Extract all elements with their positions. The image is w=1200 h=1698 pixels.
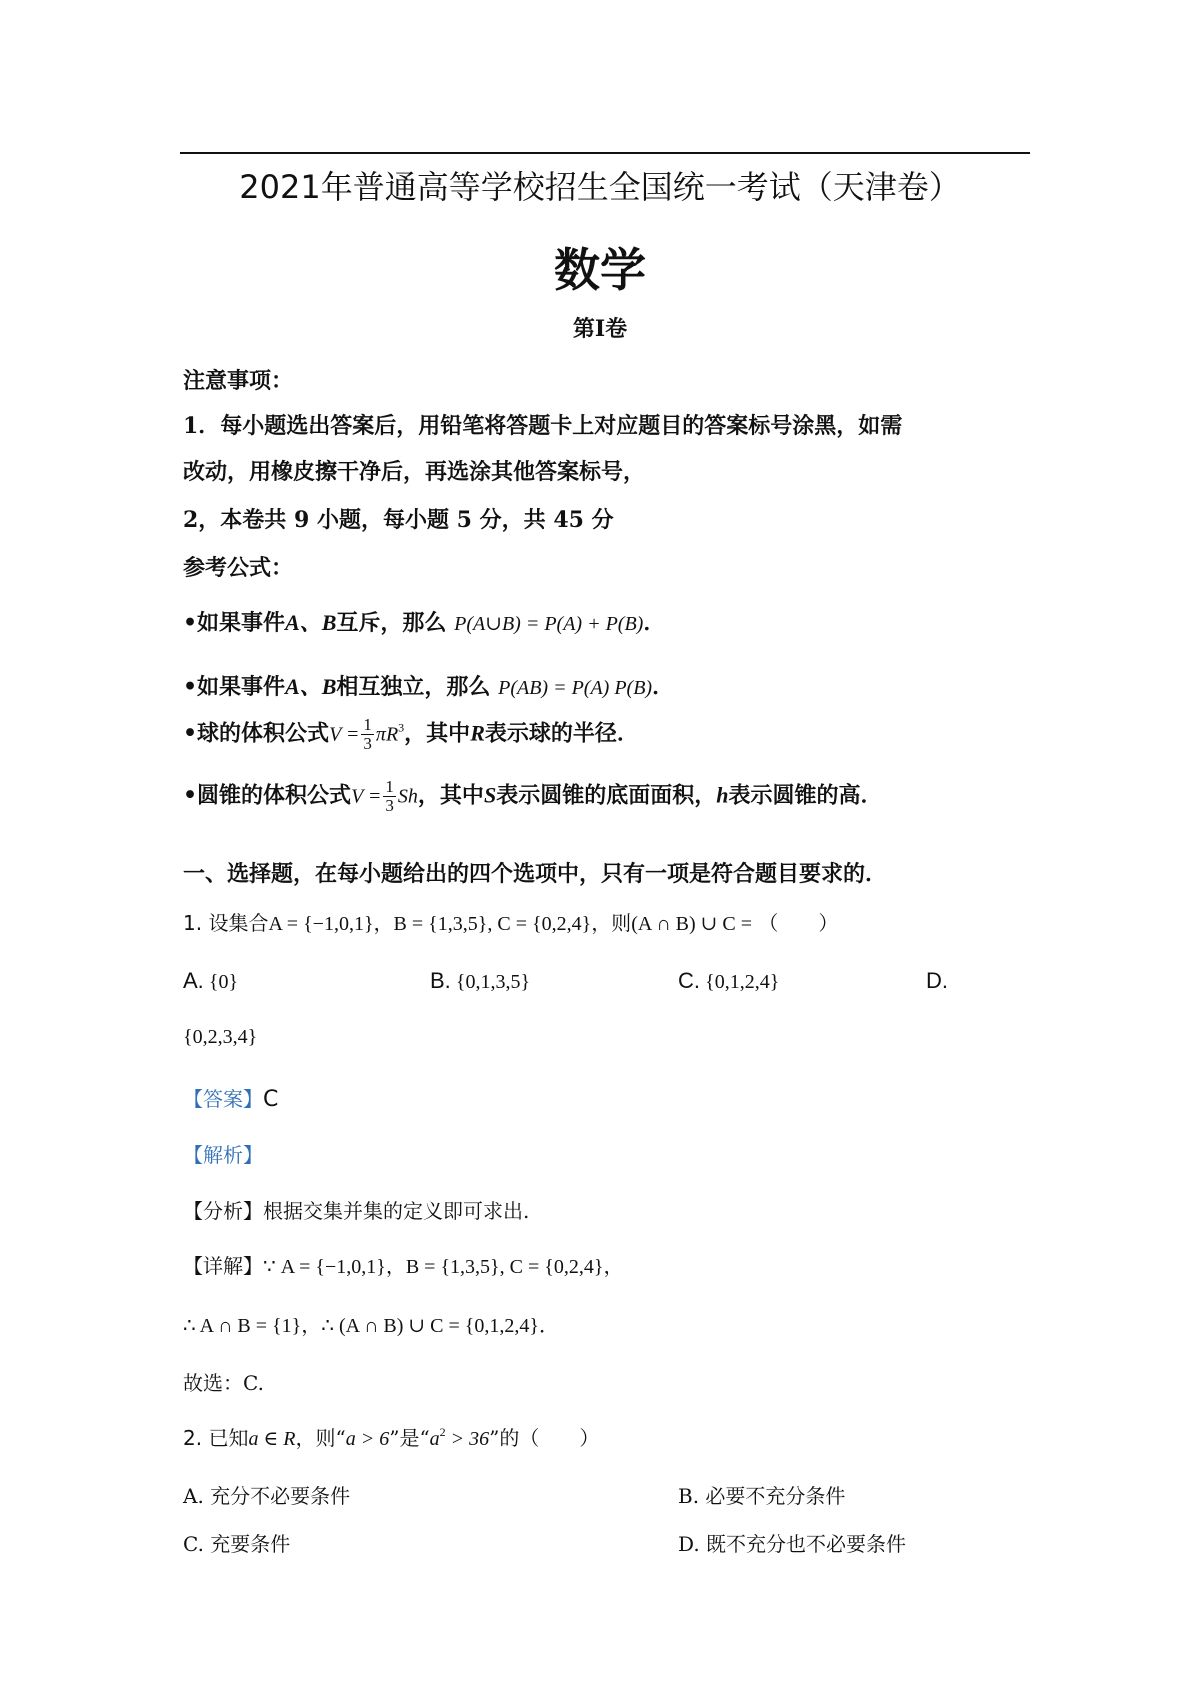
formula-2-math: P(AB) = P(A) P(B) [498, 677, 653, 699]
formula-4-numerator: 1 [385, 777, 394, 796]
question-2-text-c: ”是“ [389, 1426, 430, 1450]
question-1-text: 设集合 [208, 911, 269, 935]
notice-item-2-count: 9 [293, 507, 310, 533]
formula-1-math: P(A∪B) = P(A) + P(B) [454, 613, 644, 635]
exam-title: 2021年普通高等学校招生全国统一考试（天津卷） [239, 168, 961, 206]
formula-4-end: 表示圆锥的高． [728, 782, 883, 809]
formula-2 [183, 670, 674, 701]
question-2-premise-1: a > 6 [345, 1428, 390, 1450]
notice-item-1-line-2: 改动，用橡皮擦干净后，再选涂其他答案标号， [183, 459, 646, 485]
formula-3-exponent: 3 [398, 720, 405, 735]
formula-4-mid: ，其中 [417, 782, 484, 809]
formula-3-numerator: 1 [363, 715, 372, 734]
question-1-number: 1. [183, 911, 203, 935]
question-2-option-c: C. 充要条件 [183, 1532, 291, 1556]
question-2-option-d: D. 既不充分也不必要条件 [678, 1532, 907, 1556]
question-2-number: 2. [183, 1426, 203, 1450]
notice-item-2-text-d: 分 [591, 507, 614, 533]
formula-4-rhs: Sh [397, 785, 418, 808]
question-2-premise-2-exponent: 2 [439, 1425, 446, 1439]
formula-2-end: ． [652, 674, 675, 700]
formula-4-var-s: S [483, 782, 497, 808]
option-c-label: C. [678, 968, 700, 993]
question-1-blank: （ ） [758, 911, 839, 935]
formula-3-rhs: πR [375, 723, 399, 746]
question-1-conclusion: 故选：C. [183, 1371, 264, 1395]
formula-3-text: •球的体积公式 [183, 720, 330, 747]
question-2-option-a: A. 充分不必要条件 [183, 1484, 351, 1508]
formula-4-text: •圆锥的体积公式 [183, 782, 352, 809]
formula-4-mid-2: 表示圆锥的底面面积， [496, 782, 717, 809]
formula-2-vars: A、B [285, 674, 337, 699]
question-1-option-b [430, 968, 530, 994]
formula-2-text: •如果事件 [183, 674, 286, 700]
question-1-stem [183, 907, 838, 936]
option-b-value: {0,1,3,5} [455, 971, 531, 993]
question-2-text-a: 已知 [208, 1426, 249, 1450]
answer-value: C [263, 1087, 279, 1112]
question-1-answer [183, 1083, 278, 1112]
formula-3-denominator: 3 [363, 734, 372, 753]
fenxi-tag: 【分析】 [183, 1199, 263, 1223]
formula-3-lhs: V = [329, 723, 360, 746]
notice-item-1-line-1: 1．每小题选出答案后，用铅笔将答题卡上对应题目的答案标号涂黑，如需 [183, 413, 903, 439]
formula-3 [183, 716, 639, 753]
option-d-label: D. [926, 968, 948, 993]
formula-3-mid: ，其中 [404, 720, 471, 747]
question-1-sets: A = {−1,0,1}，B = {1,3,5}, C = {0,2,4} [268, 913, 592, 935]
formula-3-end: 表示球的半径． [484, 720, 639, 747]
question-1-option-d [926, 968, 948, 994]
section-heading: 一、选择题，在每小题给出的四个选项中，只有一项是符合题目要求的． [183, 861, 888, 887]
question-1-xiangjie [183, 1250, 623, 1279]
formula-1-end: ． [643, 610, 666, 636]
formula-1-vars: A、B [285, 610, 337, 635]
formula-2-mid: 相互独立，那么 [336, 674, 491, 700]
notice-item-2-text-a: 2，本卷共 [183, 507, 287, 533]
question-2-text-d: ”的（ ） [489, 1426, 600, 1450]
question-2-premise-2-base: a [429, 1428, 440, 1450]
formulas-heading: 参考公式： [183, 555, 294, 581]
option-a-label: A. [183, 968, 204, 993]
question-2-text-b: ，则“ [295, 1426, 346, 1450]
question-1-ask: ，则 [591, 911, 632, 935]
question-2-option-b: B. 必要不充分条件 [678, 1484, 846, 1508]
question-1-expression: (A ∩ B) ∪ C = [631, 913, 753, 935]
volume-label: 第Ⅰ卷 [572, 316, 628, 342]
question-1-option-a [183, 968, 238, 994]
question-1-step-2: ∴ A ∩ B = {1}，∴ (A ∩ B) ∪ C = {0,1,2,4}． [183, 1315, 559, 1337]
question-2-condition: a ∈ R [248, 1428, 296, 1450]
option-a-value: {0} [208, 971, 239, 993]
notice-heading: 注意事项： [183, 368, 294, 394]
formula-3-var: R [470, 720, 485, 746]
notice-item-2-text-c: 分，共 [479, 507, 546, 533]
formula-4-denominator: 3 [385, 796, 394, 815]
formula-4-var-h: h [716, 782, 729, 808]
fenxi-text: 根据交集并集的定义即可求出. [263, 1199, 530, 1223]
option-b-label: B. [430, 968, 451, 993]
notice-item-2-points: 5 [456, 507, 472, 533]
formula-1 [183, 606, 665, 637]
top-rule [180, 152, 1030, 154]
notice-item-2-text-b: 小题，每小题 [316, 507, 449, 533]
notice-item-2 [183, 503, 614, 534]
question-1-fenxi [183, 1195, 529, 1224]
option-c-value: {0,1,2,4} [705, 971, 780, 993]
option-d-value: {0,2,3,4} [183, 1026, 258, 1048]
xiangjie-text: ∵ A = {−1,0,1}，B = {1,3,5}, C = {0,2,4}， [263, 1256, 624, 1278]
analysis-tag: 【解析】 [183, 1143, 263, 1167]
subject-title: 数学 [554, 243, 646, 297]
notice-item-2-total: 45 [553, 507, 584, 533]
formula-1-text: •如果事件 [183, 610, 286, 636]
question-2-stem [183, 1422, 599, 1451]
formula-4-fraction [383, 778, 396, 815]
question-1-option-c [678, 968, 779, 994]
answer-tag: 【答案】 [183, 1087, 263, 1111]
xiangjie-tag: 【详解】 [183, 1254, 263, 1278]
formula-3-fraction [361, 716, 374, 753]
formula-4 [183, 778, 882, 815]
question-2-premise-2-rest: > 36 [445, 1428, 490, 1450]
formula-1-mid: 互斥，那么 [336, 610, 447, 636]
formula-4-lhs: V = [351, 785, 382, 808]
